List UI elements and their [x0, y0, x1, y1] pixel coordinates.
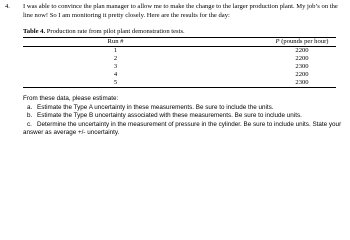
- task-item-a: [23, 104, 345, 112]
- cell-rate: 2200: [295, 71, 309, 78]
- problem-number: 4.: [5, 3, 10, 10]
- table-row: [23, 63, 336, 71]
- cell-run: 4: [113, 71, 118, 78]
- production-rate-table: [23, 37, 336, 88]
- table-row: [23, 79, 336, 88]
- cell-run: 1: [113, 47, 118, 54]
- task-marker: a.: [27, 104, 33, 111]
- cell-rate: 2300: [295, 63, 309, 70]
- task-list: [23, 104, 345, 138]
- task-text: Estimate the Type B uncertainty associated with these measurements. Be sure to include units.: [37, 112, 302, 120]
- table-row: [23, 71, 336, 79]
- cell-rate: 2200: [295, 55, 309, 62]
- header-production-rate: [268, 38, 336, 47]
- cell-run: 5: [23, 79, 268, 88]
- header-run: Run #: [23, 38, 268, 47]
- task-marker: b.: [27, 112, 33, 120]
- task-item-c: [23, 121, 345, 138]
- problem-statement: [5, 2, 347, 20]
- task-item-b: [23, 112, 345, 120]
- table-row: [23, 47, 336, 56]
- table-header-row: [23, 38, 336, 47]
- header-p-unit: (pounds per hour): [279, 38, 329, 45]
- cell-run: 3: [113, 63, 118, 70]
- task-text: Determine the uncertainty in the measurement of pressure in the cylinder. Be sure to include units. State your answer as average +/- uncertainty.: [23, 120, 342, 137]
- cell-run: 2: [113, 55, 118, 62]
- header-p-symbol: P: [275, 38, 280, 45]
- problem-text: I was able to convince the plan manager to allow me to make the change to the larger production plant. My job’s on the line now! So I am monitoring it pretty closely. Here are the results for the day:: [23, 3, 338, 20]
- task-text: Estimate the Type A uncertainty in these measurements. Be sure to include the units.: [37, 104, 274, 111]
- cell-rate: 2200: [295, 47, 309, 54]
- table-caption-text: Production rate from pilot plant demonstration tests.: [45, 28, 185, 35]
- task-section: [23, 95, 345, 138]
- task-marker: c.: [27, 120, 32, 128]
- table-caption-label: Table 4.: [23, 28, 46, 35]
- cell-rate: 2300: [268, 79, 336, 88]
- task-intro: From these data, please estimate:: [23, 95, 119, 102]
- table-row: [23, 55, 336, 63]
- table-caption: [23, 28, 185, 36]
